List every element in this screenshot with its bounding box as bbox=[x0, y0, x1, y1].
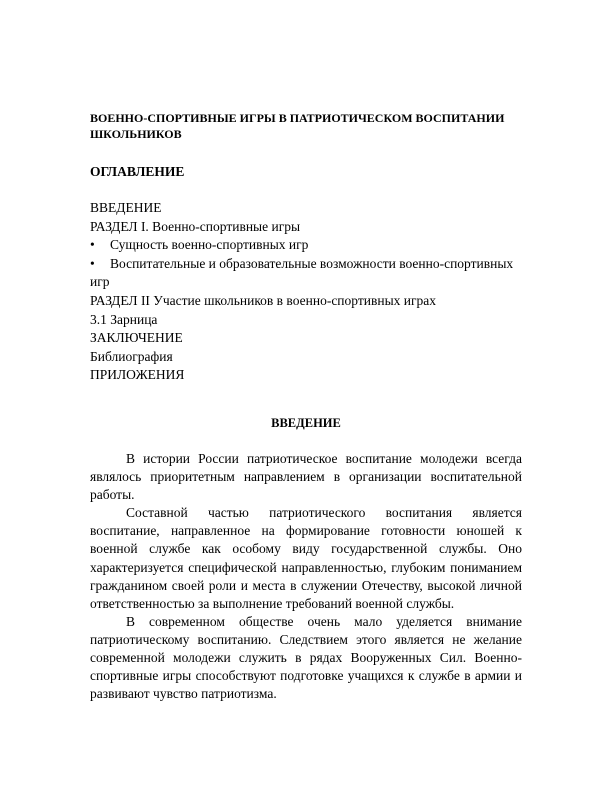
introduction-body bbox=[90, 450, 522, 703]
bullet-icon: • bbox=[90, 255, 95, 271]
paragraph: В истории России патриотическое воспитание молодежи всегда являлось приоритетным направлением в организации воспитательной работы. bbox=[90, 451, 522, 503]
toc-item-text: ЗАКЛЮЧЕНИЕ bbox=[90, 330, 183, 346]
toc-item-appendices bbox=[90, 366, 530, 385]
paragraph: В современном обществе очень мало уделяется внимание патриотическому воспитанию. Следствием этого является не желание современной молодежи служить в рядах Вооруженных Сил. Военно-спортивные игры способствуют подготовке учащихся к службе в армии и развивают чувство патриотизма. bbox=[90, 613, 522, 702]
paragraph: Составной частью патриотического воспитания является воспитание, направленное на формирование готовности юношей к военной службе как особому виду государственной службы. Оно характеризуется специфической направленностью, глубоким пониманием гражданином своей роли и места в служении Отечеству, высокой личной ответственностью за выполнение требований военной службы. bbox=[90, 505, 522, 611]
toc-item-essence bbox=[90, 236, 530, 255]
toc-heading: ОГЛАВЛЕНИЕ bbox=[90, 164, 185, 179]
toc-item-text: Воспитательные и образовательные возможности военно-спортивных игр bbox=[90, 255, 514, 290]
toc-item-text: Библиография bbox=[90, 348, 173, 364]
toc-item-text: ПРИЛОЖЕНИЯ bbox=[90, 367, 185, 383]
toc-item-introduction bbox=[90, 199, 530, 218]
document-title: ВОЕННО-СПОРТИВНЫЕ ИГРЫ В ПАТРИОТИЧЕСКОМ ВОСПИТАНИИ ШКОЛЬНИКОВ bbox=[90, 111, 505, 141]
toc-item-conclusion bbox=[90, 329, 530, 348]
toc-item-section-2 bbox=[90, 292, 530, 311]
toc-item-zarnitsa bbox=[90, 311, 530, 330]
table-of-contents bbox=[90, 199, 530, 385]
toc-item-possibilities bbox=[90, 255, 530, 292]
toc-item-text: 3.1 Зарница bbox=[90, 311, 158, 327]
toc-item-text: Сущность военно-спортивных игр bbox=[110, 237, 309, 253]
section-heading-introduction: ВВЕДЕНИЕ bbox=[271, 416, 341, 430]
toc-item-text: РАЗДЕЛ I. Военно-спортивные игры bbox=[90, 218, 301, 234]
toc-item-text: РАЗДЕЛ II Участие школьников в военно-спортивных играх bbox=[90, 292, 437, 308]
toc-item-text: ВВЕДЕНИЕ bbox=[90, 200, 162, 215]
toc-item-bibliography bbox=[90, 348, 530, 367]
toc-item-section-1 bbox=[90, 218, 530, 237]
bullet-icon: • bbox=[90, 237, 95, 253]
